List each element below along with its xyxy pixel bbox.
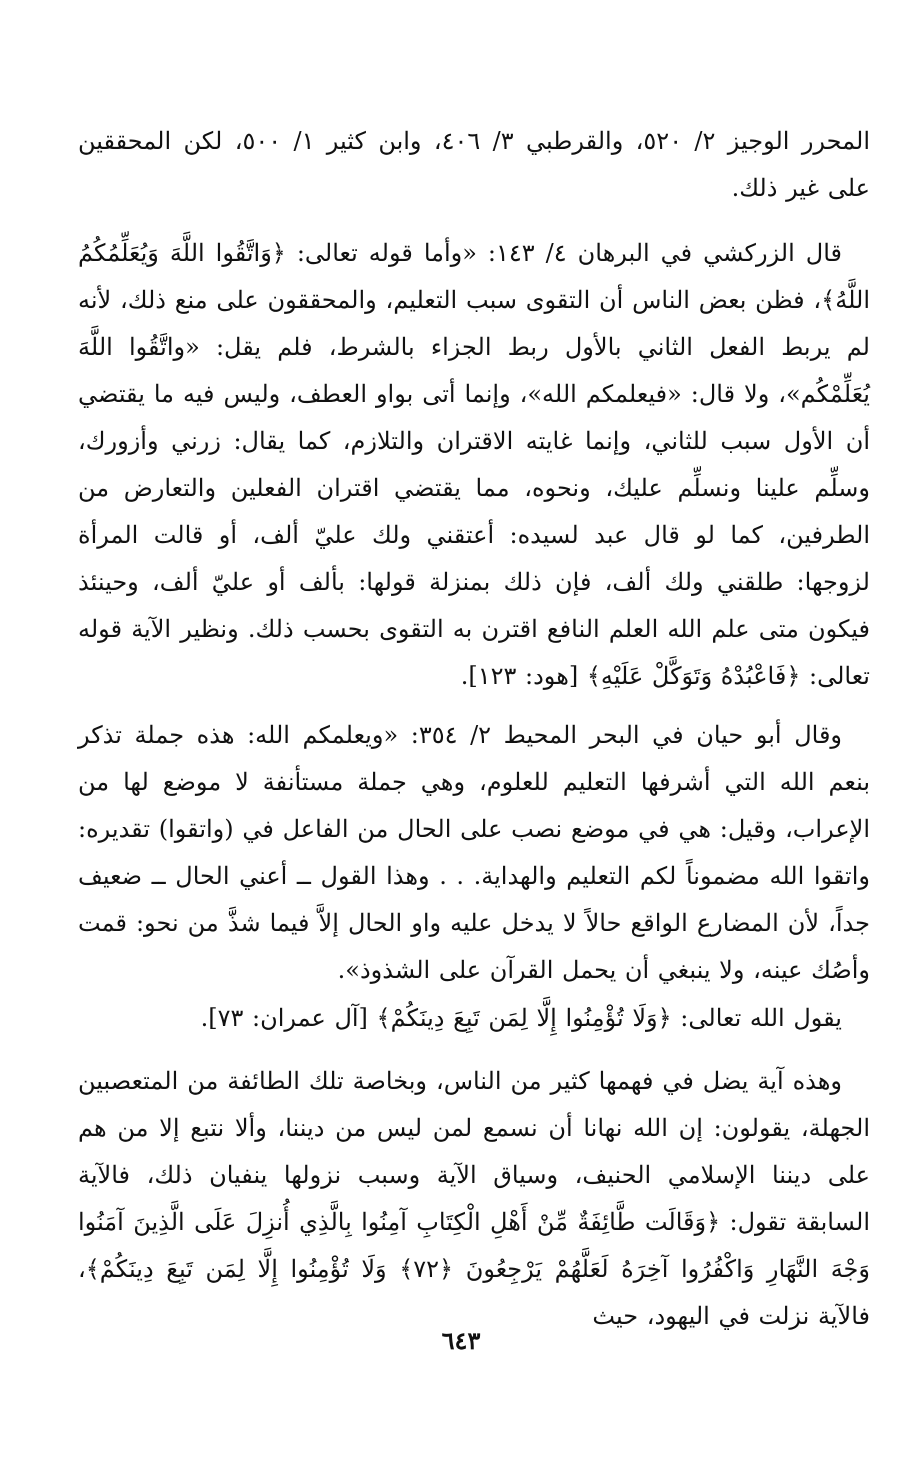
explanation-paragraph: [78, 1058, 870, 1340]
paragraph-text: وقال أبو حيان في البحر المحيط ٢/ ٣٥٤: «ويعلمكم الله: هذه جملة تذكر بنعم الله التي أشرفها التعليم للعلوم، وهي جملة مستأنفة لا موضع لها من الإعراب، وقيل: هي في موضع نصب على الحال من الفاعل في (واتقوا) تقديره: واتقوا الله مضموناً لكم التعليم والهداية. . . وهذا القول ــ أعني الحال ــ ضعيف جداً، لأن المضارع الواقع حالاً لا يدخل عليه واو الحال إلاَّ فيما شذَّ من نحو: قمت وأصُك عينه، ولا ينبغي أن يحمل القرآن على الشذوذ».: [78, 721, 870, 984]
paragraph-text: المحرر الوجيز ٢/ ٥٢٠، والقرطبي ٣/ ٤٠٦، وابن كثير ١/ ٥٠٠، لكن المحققين على غير ذلك.: [78, 127, 871, 202]
zarkashi-quote-paragraph: [78, 230, 870, 700]
quran-verse-paragraph: [78, 995, 870, 1042]
paragraph-text: يقول الله تعالى: ﴿وَلَا تُؤْمِنُوا إِلَّا لِمَن تَبِعَ دِينَكُمْ﴾ [آل عمران: ٧٣].: [200, 1004, 842, 1032]
footnote-continuation-paragraph: [78, 118, 870, 212]
page-number: ٦٤٣: [441, 1326, 481, 1355]
paragraph-text: قال الزركشي في البرهان ٤/ ١٤٣: «وأما قوله تعالى: ﴿وَاتَّقُوا اللَّهَ وَيُعَلِّمُكُمُ اللَّهُ﴾، فظن بعض الناس أن التقوى سبب التعليم، والمحققون على منع ذلك، لأنه لم يربط الفعل الثاني بالأول ربط الجزاء بالشرط، فلم يقل: «واتَّقُوا اللَّهَ يُعَلِّمْكُم»، ولا قال: «فيعلمكم الله»، وإنما أتى بواو العطف، وليس فيه ما يقتضي أن الأول سبب للثاني، وإنما غايته الاقتران والتلازم، كما يقال: زرني وأزورك، وسلِّم علينا ونسلِّم عليك، ونحوه، مما يقتضي اقتران الفعلين والتعارض من الطرفين، كما لو قال عبد لسيده: أعتقني ولك عليّ ألف، أو قالت المرأة لزوجها: طلقني ولك ألف، فإن ذلك بمنزلة قولها: بألف أو عليّ ألف، وحينئذ فيكون متى علم الله العلم النافع اقترن به التقوى بحسب ذلك. ونظير الآية قوله تعالى: ﴿فَاعْبُدْهُ وَتَوَكَّلْ عَلَيْهِ﴾ [هود: ١٢٣].: [78, 239, 870, 690]
abu-hayyan-quote-paragraph: [78, 712, 870, 994]
paragraph-text: وهذه آية يضل في فهمها كثير من الناس، وبخاصة تلك الطائفة من المتعصبين الجهلة، يقولون: إن الله نهانا أن نسمع لمن ليس من ديننا، وألا نتبع إلا من هم على ديننا الإسلامي الحنيف، وسياق الآية وسبب نزولها ينفيان ذلك، فالآية السابقة تقول: ﴿وَقَالَت طَّائِفَةٌ مِّنْ أَهْلِ الْكِتَابِ آمِنُوا بِالَّذِي أُنزِلَ عَلَى الَّذِينَ آمَنُوا وَجْهَ النَّهَارِ وَاكْفُرُوا آخِرَهُ لَعَلَّهُمْ يَرْجِعُونَ ﴿٧٢﴾ وَلَا تُؤْمِنُوا إِلَّا لِمَن تَبِعَ دِينَكُمْ﴾، فالآية نزلت في اليهود، حيث: [78, 1067, 870, 1330]
